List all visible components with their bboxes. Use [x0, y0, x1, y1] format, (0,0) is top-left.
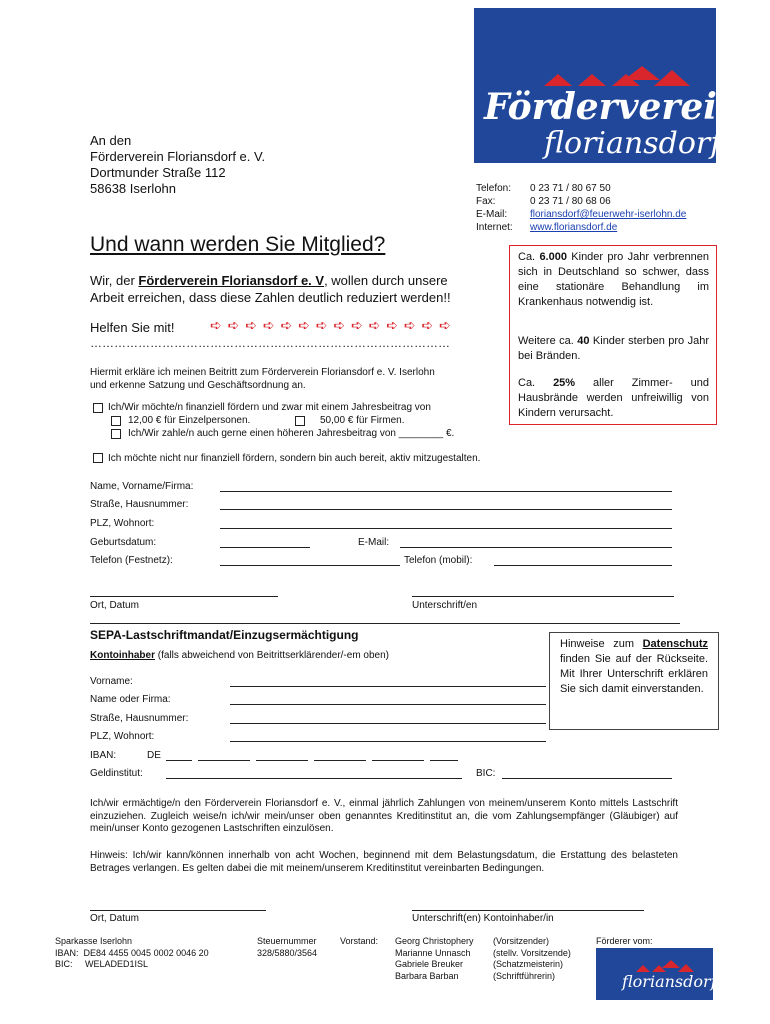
mandate-text: Ich/wir ermächtige/n den Förderverein Floriansdorf e. V., einmal jährlich Zahlungen von meinem/unserem Konto mittels Lastschrift einzuziehen. Zugleich weise/n ich/wir mein/unser oben genanntes Kreditinstitut an, die vom Zahlungsempfänger (Gläubiger) auf mein/unser Konto gezogenen Lastschriften einzulösen. — [90, 798, 678, 834]
signature-label: Unterschrift/en — [412, 600, 478, 611]
privacy-bold: Datenschutz — [642, 638, 708, 650]
sepa-name-field[interactable] — [230, 704, 546, 705]
active-checkbox[interactable] — [93, 453, 103, 463]
email-label: E-Mail: — [358, 537, 390, 548]
sepa-title: SEPA-Lastschriftmandat/Einzugsermächtigung — [90, 628, 359, 642]
fact-1-number: 6.000 — [539, 251, 567, 263]
holder-label: Kontoinhaber — [90, 650, 155, 661]
fact-2 — [518, 334, 709, 364]
street-label: Straße, Hausnummer: — [90, 499, 189, 510]
fact-2-text: Kinder sterben pro Jahr bei Bränden. — [518, 335, 709, 362]
footer-tax-label: Steuernummer — [257, 936, 317, 946]
signature-field[interactable] — [412, 596, 674, 597]
holder-line — [90, 650, 389, 661]
help-dots: ……………………………………………………………………………… — [90, 336, 450, 350]
sepa-firstname-field[interactable] — [230, 686, 546, 687]
name-field[interactable] — [220, 491, 672, 492]
board-member: Barbara Barban — [395, 970, 459, 981]
sepa-name-label: Name oder Firma: — [90, 694, 171, 705]
landline-label: Telefon (Festnetz): — [90, 555, 173, 566]
privacy-box — [549, 632, 719, 730]
fact-3-number: 25% — [553, 377, 576, 389]
iban-field[interactable] — [430, 760, 458, 761]
phone-label: Telefon: — [476, 183, 512, 194]
city-field[interactable] — [220, 528, 672, 529]
declaration-text — [90, 366, 435, 392]
logo — [474, 8, 744, 163]
notice-text: Hinweis: Ich/wir kann/können innerhalb von acht Wochen, beginnend mit dem Belastungsdatum, die Erstattung des belasteten Betrages verlangen. Es gelten dabei die mit meinem/unserem Kreditinstitut vereinbarten Bedingungen. — [90, 850, 678, 874]
iban-field[interactable] — [166, 760, 192, 761]
footer-bank — [55, 936, 209, 971]
logo-title: Förderverein — [484, 86, 744, 128]
sepa-firstname-label: Vorname: — [90, 676, 133, 687]
declaration-line: und erkenne Satzung und Geschäftsordnung an. — [90, 380, 306, 391]
help-arrows: ➪ ➪ ➪ ➪ ➪ ➪ ➪ ➪ ➪ ➪ ➪ ➪ ➪ ➪ — [210, 317, 452, 333]
board-member: Marianne Unnasch — [395, 947, 471, 958]
board-role: (stellv. Vorsitzende) — [493, 947, 571, 958]
sepa-street-label: Straße, Hausnummer: — [90, 713, 189, 724]
place-date-label: Ort, Datum — [90, 600, 139, 611]
email-field[interactable] — [400, 547, 672, 548]
place-date-field[interactable] — [90, 596, 278, 597]
board-member: Gabriele Breuker — [395, 959, 464, 969]
sepa-place-date-label: Ort, Datum — [90, 913, 139, 924]
bank-field[interactable] — [166, 778, 462, 779]
name-label: Name, Vorname/Firma: — [90, 481, 194, 492]
intro-post: , wollen durch unsere — [324, 273, 448, 288]
bic-field[interactable] — [502, 778, 672, 779]
fact-1-text: Kinder pro Jahr verbrennen sich in Deutschland so schwer, dass eine stationäre Behandlung im Krankenhaus notwendig ist. — [518, 251, 709, 308]
footer-bank-name: Sparkasse Iserlohn — [55, 936, 133, 946]
mobile-label: Telefon (mobil): — [404, 555, 473, 566]
sepa-street-field[interactable] — [230, 723, 546, 724]
sepa-signature-field[interactable] — [412, 910, 644, 911]
iban-field[interactable] — [314, 760, 366, 761]
web-label: Internet: — [476, 222, 513, 233]
iban-field[interactable] — [256, 760, 308, 761]
address-block — [90, 133, 265, 197]
fact-2-pre: Weitere ca. — [518, 335, 578, 347]
iban-field[interactable] — [198, 760, 250, 761]
address-line: Dortmunder Straße 112 — [90, 165, 226, 180]
board-role: (Schatzmeisterin) — [493, 959, 564, 969]
bic-label: BIC: — [476, 768, 496, 779]
support-checkbox[interactable] — [93, 403, 103, 413]
footer-tax-number: 328/5880/3564 — [257, 947, 318, 958]
sponsor-logo-text: floriansdorf — [622, 972, 717, 991]
iban-prefix: DE — [147, 750, 161, 761]
board-member: Georg Christophery — [395, 936, 474, 946]
company-checkbox[interactable] — [295, 416, 305, 426]
bank-label: Geldinstitut: — [90, 768, 143, 779]
footer-board-label: Vorstand: — [340, 936, 379, 946]
footer-bic: BIC: WELADED1ISL — [55, 959, 149, 969]
footer-iban: IBAN: DE84 4455 0045 0002 0046 20 — [55, 947, 209, 958]
higher-label: Ich/Wir zahle/n auch gerne einen höheren Jahresbeitrag von ________ €. — [128, 428, 455, 439]
sponsor-label: Förderer vom: — [596, 936, 653, 946]
privacy-pre: Hinweise zum — [560, 638, 643, 650]
help-label: Helfen Sie mit! — [90, 320, 175, 335]
website-link[interactable]: www.floriansdorf.de — [530, 222, 618, 233]
single-checkbox[interactable] — [111, 416, 121, 426]
sepa-city-field[interactable] — [230, 741, 546, 742]
iban-field[interactable] — [372, 760, 424, 761]
street-field[interactable] — [220, 509, 672, 510]
intro-pre: Wir, der — [90, 273, 139, 288]
fact-2-number: 40 — [577, 335, 590, 347]
company-label: 50,00 € für Firmen. — [320, 415, 405, 426]
higher-checkbox[interactable] — [111, 429, 121, 439]
support-label: Ich/Wir möchte/n finanziell fördern und zwar mit einem Jahresbeitrag von — [108, 402, 431, 413]
sepa-place-date-field[interactable] — [90, 910, 266, 911]
sepa-divider — [90, 623, 680, 624]
active-label: Ich möchte nicht nur finanziell fördern, sondern bin auch bereit, aktiv mitzugestalten. — [108, 453, 481, 464]
contact-block — [476, 182, 686, 234]
roof-icon — [474, 8, 716, 88]
intro-org: Förderverein Floriansdorf e. V — [138, 273, 325, 288]
roof-icon — [596, 948, 713, 974]
privacy-text — [560, 637, 708, 697]
footer-board — [395, 936, 571, 982]
fact-3-text: aller Zimmer- und Hausbrände werden unfreiwillig von Kindern verursacht. — [518, 377, 709, 419]
city-label: PLZ, Wohnort: — [90, 518, 155, 529]
footer-tax — [257, 936, 317, 959]
privacy-post: finden Sie auf der Rückseite. Mit Ihrer Unterschrift erklären Sie sich damit einverstanden. — [560, 653, 708, 695]
fact-3-pre: Ca. — [518, 377, 554, 389]
intro-line2: Arbeit erreichen, dass diese Zahlen deutlich reduziert werden!! — [90, 290, 451, 305]
address-line: 58638 Iserlohn — [90, 181, 177, 196]
fact-3 — [518, 376, 709, 421]
address-line: Förderverein Floriansdorf e. V. — [90, 149, 266, 164]
iban-label: IBAN: — [90, 750, 117, 761]
board-role: (Vorsitzender) — [493, 936, 550, 946]
sepa-city-label: PLZ, Wohnort: — [90, 731, 155, 742]
fact-1 — [518, 250, 709, 310]
mobile-field[interactable] — [494, 565, 672, 566]
email-link[interactable]: floriansdorf@feuerwehr-iserlohn.de — [530, 209, 687, 220]
logo-subtitle: floriansdorf — [544, 126, 722, 161]
sponsor-logo — [596, 948, 717, 1000]
board-role: (Schriftführerin) — [493, 970, 556, 981]
birth-field[interactable] — [220, 547, 310, 548]
birth-label: Geburtsdatum: — [90, 537, 157, 548]
intro-text — [90, 272, 510, 306]
address-line: An den — [90, 133, 132, 148]
sepa-signature-label: Unterschrift(en) Kontoinhaber/in — [412, 913, 554, 924]
holder-note: (falls abweichend von Beitrittserklärender/-em oben) — [155, 650, 389, 661]
headline: Und wann werden Sie Mitglied? — [90, 233, 386, 256]
email-label: E-Mail: — [476, 209, 508, 220]
fax-label: Fax: — [476, 196, 496, 207]
declaration-line: Hiermit erkläre ich meinen Beitritt zum Förderverein Floriansdorf e. V. Iserlohn — [90, 367, 435, 378]
fact-1-pre: Ca. — [518, 251, 540, 263]
landline-field[interactable] — [220, 565, 400, 566]
facts-box — [509, 245, 717, 425]
single-label: 12,00 € für Einzelpersonen. — [128, 415, 251, 426]
phone-number: 0 23 71 / 80 67 50 — [530, 183, 611, 194]
fax-number: 0 23 71 / 80 68 06 — [530, 196, 611, 207]
